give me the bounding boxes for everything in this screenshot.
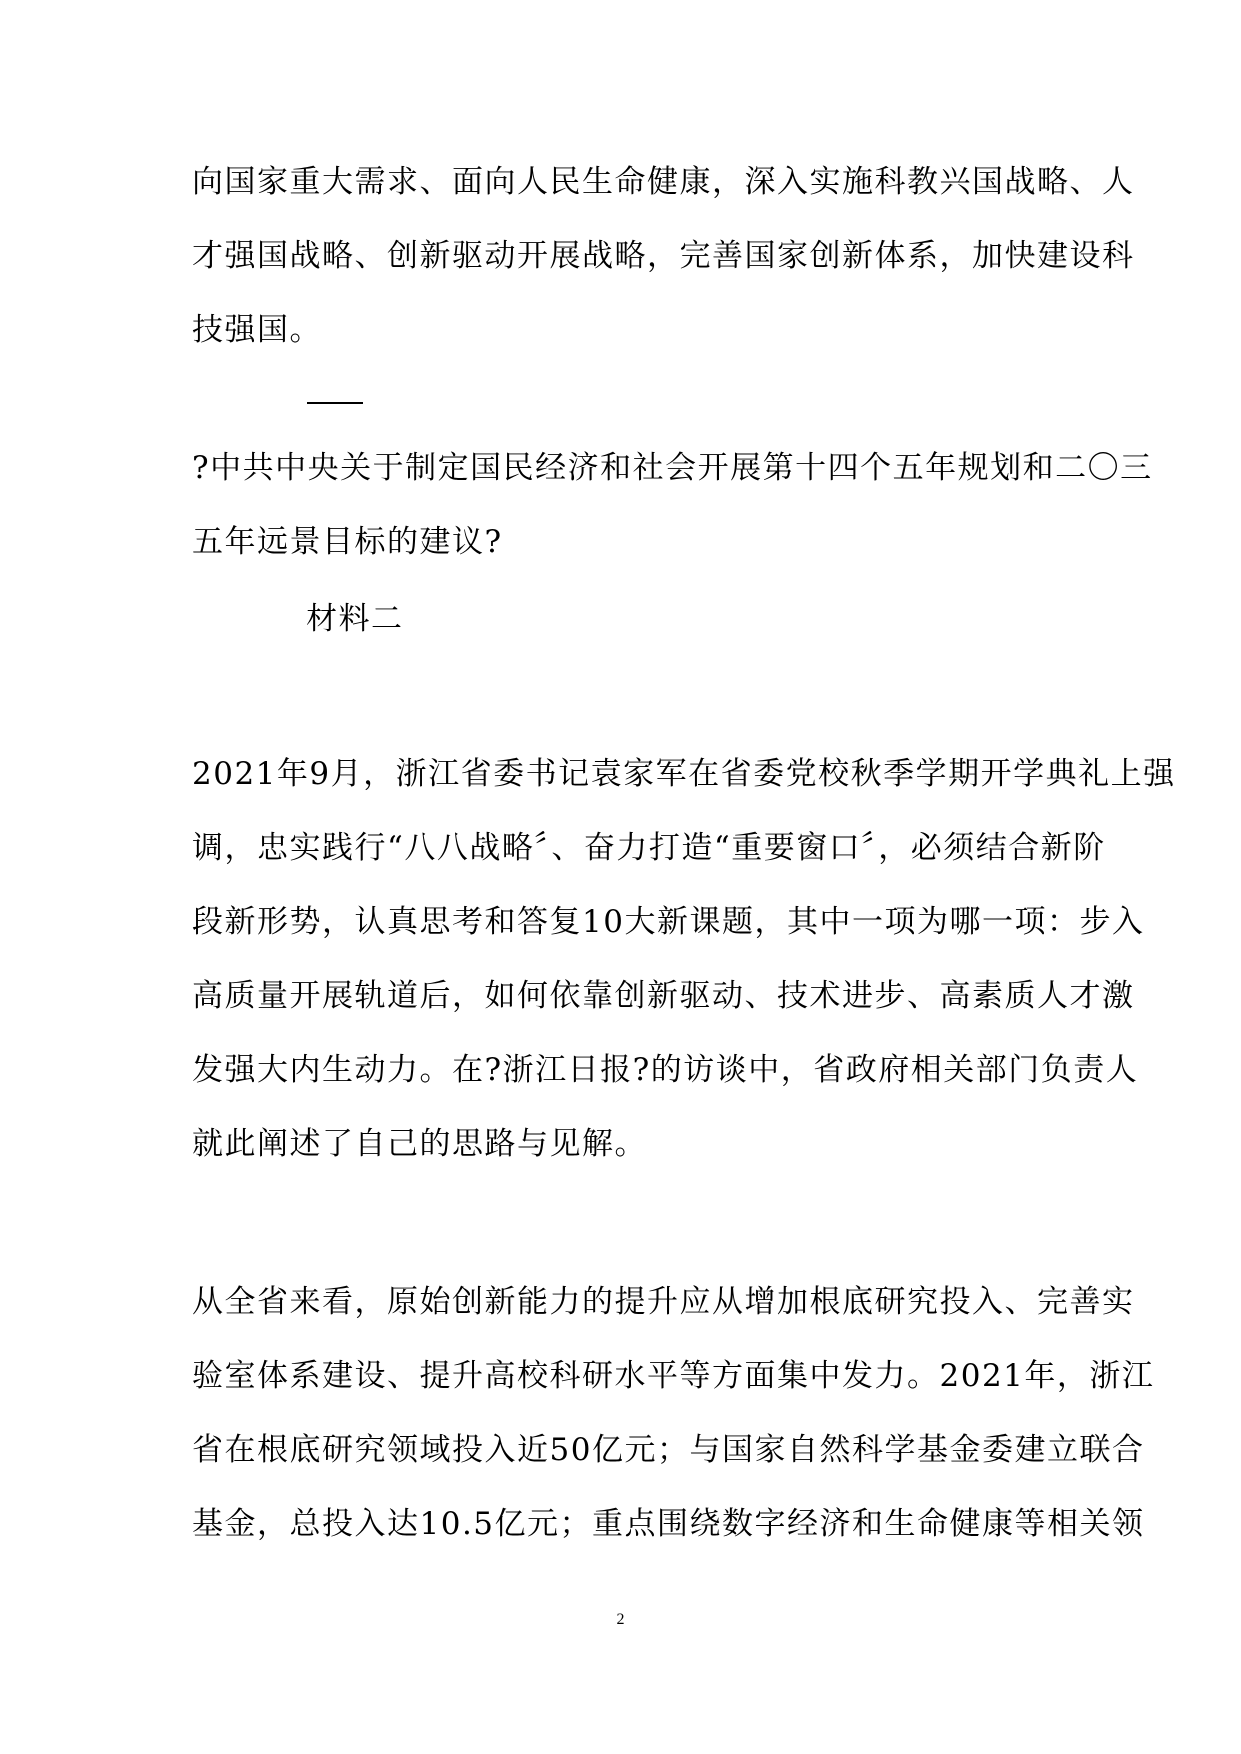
paragraph-line: 验室体系建设、提升高校科研水平等方面集中发力。2021年，浙江 — [192, 1358, 1155, 1394]
citation-dash — [307, 402, 363, 404]
citation-line: ?中共中央关于制定国民经济和社会开展第十四个五年规划和二〇三 — [192, 450, 1153, 486]
page-number: 2 — [616, 1611, 625, 1628]
citation-line: 五年远景目标的建议? — [192, 524, 503, 560]
paragraph-line: 2021年9月，浙江省委书记袁家军在省委党校秋季学期开学典礼上强 — [192, 756, 1176, 792]
paragraph-line: 就此阐述了自己的思路与见解。 — [192, 1126, 647, 1162]
paragraph-line: 向国家重大需求、面向人民生命健康，深入实施科教兴国战略、人 — [192, 164, 1135, 200]
paragraph-line: 省在根底研究领域投入近50亿元；与国家自然科学基金委建立联合 — [192, 1432, 1145, 1468]
paragraph-line: 才强国战略、创新驱动开展战略，完善国家创新体系，加快建设科 — [192, 238, 1135, 274]
paragraph-line: 技强国。 — [192, 312, 322, 348]
paragraph-line: 基金，总投入达10.5亿元；重点围绕数字经济和生命健康等相关领 — [192, 1506, 1145, 1542]
paragraph-line: 从全省来看，原始创新能力的提升应从增加根底研究投入、完善实 — [192, 1284, 1135, 1320]
paragraph-line: 调，忠实践行“八八战略〞、奋力打造“重要窗口〞，必须结合新阶 — [192, 830, 1106, 866]
paragraph-line: 高质量开展轨道后，如何依靠创新驱动、技术进步、高素质人才激 — [192, 978, 1135, 1014]
material-heading: 材料二 — [306, 601, 404, 637]
paragraph-line: 发强大内生动力。在?浙江日报?的访谈中，省政府相关部门负责人 — [192, 1052, 1139, 1088]
paragraph-line: 段新形势，认真思考和答复10大新课题，其中一项为哪一项：步入 — [192, 904, 1145, 940]
